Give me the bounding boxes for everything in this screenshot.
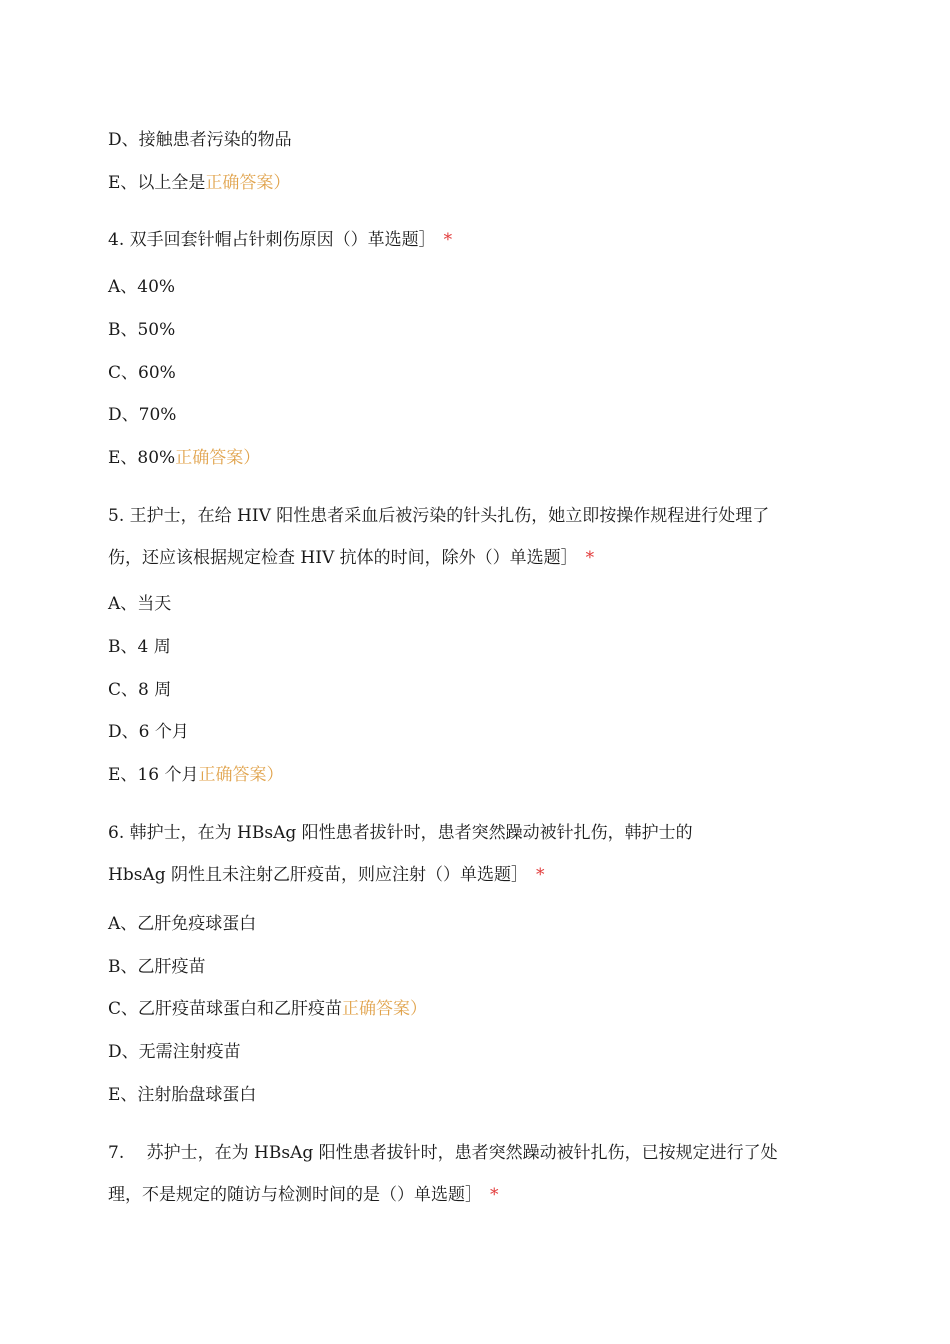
question-text: HbsAg 阴性且未注射乙肝疫苗，则应注射（）单选题］ (108, 865, 528, 885)
option-E[interactable] (108, 171, 290, 195)
question-6-title-line-2 (108, 863, 545, 887)
option-text: A、乙肝免疫球蛋白 (108, 914, 257, 934)
question-7-title-line-2 (108, 1183, 499, 1207)
option-C[interactable] (108, 678, 171, 702)
question-text: 5. 王护士，在给 HIV 阳性患者采血后被污染的针头扎伤，她立即按操作规程进行处理了 (108, 506, 770, 526)
question-text: 伤，还应该根据规定检查 HIV 抗体的时间，除外（）单选题］ (108, 548, 578, 568)
option-C[interactable] (108, 997, 427, 1021)
option-A[interactable] (108, 912, 256, 936)
option-text: A、当天 (108, 594, 172, 614)
option-text: E、80% (108, 448, 176, 468)
correct-answer-tag: 正确答案） (342, 999, 428, 1019)
option-text: A、40% (108, 277, 176, 297)
correct-answer-tag: 正确答案） (198, 765, 284, 785)
option-text: E、16 个月 (108, 765, 199, 785)
option-D[interactable] (108, 403, 176, 427)
question-7-title-line-1 (108, 1141, 778, 1165)
option-text: D、6 个月 (108, 722, 189, 742)
option-text: B、乙肝疫苗 (108, 957, 206, 977)
option-text: B、4 周 (108, 637, 171, 657)
correct-answer-tag: 正确答案） (175, 448, 261, 468)
option-B[interactable] (108, 955, 206, 979)
option-C[interactable] (108, 361, 176, 385)
question-text: 7. 苏护士，在为 HBsAg 阳性患者拔针时，患者突然躁动被针扎伤，已按规定进行了处 (108, 1143, 778, 1163)
option-text: B、50% (108, 320, 176, 340)
option-B[interactable] (108, 635, 171, 659)
option-text: D、接触患者污染的物品 (108, 130, 292, 150)
option-text: C、60% (108, 363, 176, 383)
required-asterisk: * (536, 865, 545, 885)
option-E[interactable] (108, 446, 260, 470)
option-E[interactable] (108, 763, 283, 787)
option-text: E、以上全是 (108, 173, 206, 193)
option-text: C、乙肝疫苗球蛋白和乙肝疫苗 (108, 999, 343, 1019)
question-text: 6. 韩护士，在为 HBsAg 阳性患者拔针时，患者突然躁动被针扎伤，韩护士的 (108, 823, 693, 843)
option-D[interactable] (108, 720, 189, 744)
option-B[interactable] (108, 318, 175, 342)
question-6-title-line-1 (108, 821, 693, 845)
required-asterisk: * (585, 548, 595, 568)
question-4-title (108, 228, 452, 252)
required-asterisk: * (443, 230, 453, 250)
question-5-title-line-1 (108, 504, 769, 528)
option-D[interactable] (108, 128, 292, 152)
option-E[interactable] (108, 1083, 256, 1107)
option-text: D、70% (108, 405, 177, 425)
correct-answer-tag: 正确答案） (205, 173, 291, 193)
question-5-title-line-2 (108, 546, 594, 570)
option-text: C、8 周 (108, 680, 172, 700)
required-asterisk: * (490, 1185, 499, 1205)
option-text: E、注射胎盘球蛋白 (108, 1085, 257, 1105)
question-text: 4. 双手回套针帽占针刺伤原因（）革选题］ (108, 230, 436, 250)
option-A[interactable] (108, 592, 171, 616)
option-A[interactable] (108, 275, 175, 299)
option-D[interactable] (108, 1040, 241, 1064)
option-text: D、无需注射疫苗 (108, 1042, 241, 1062)
question-text: 理，不是规定的随访与检测时间的是（）单选题］ (108, 1185, 482, 1205)
